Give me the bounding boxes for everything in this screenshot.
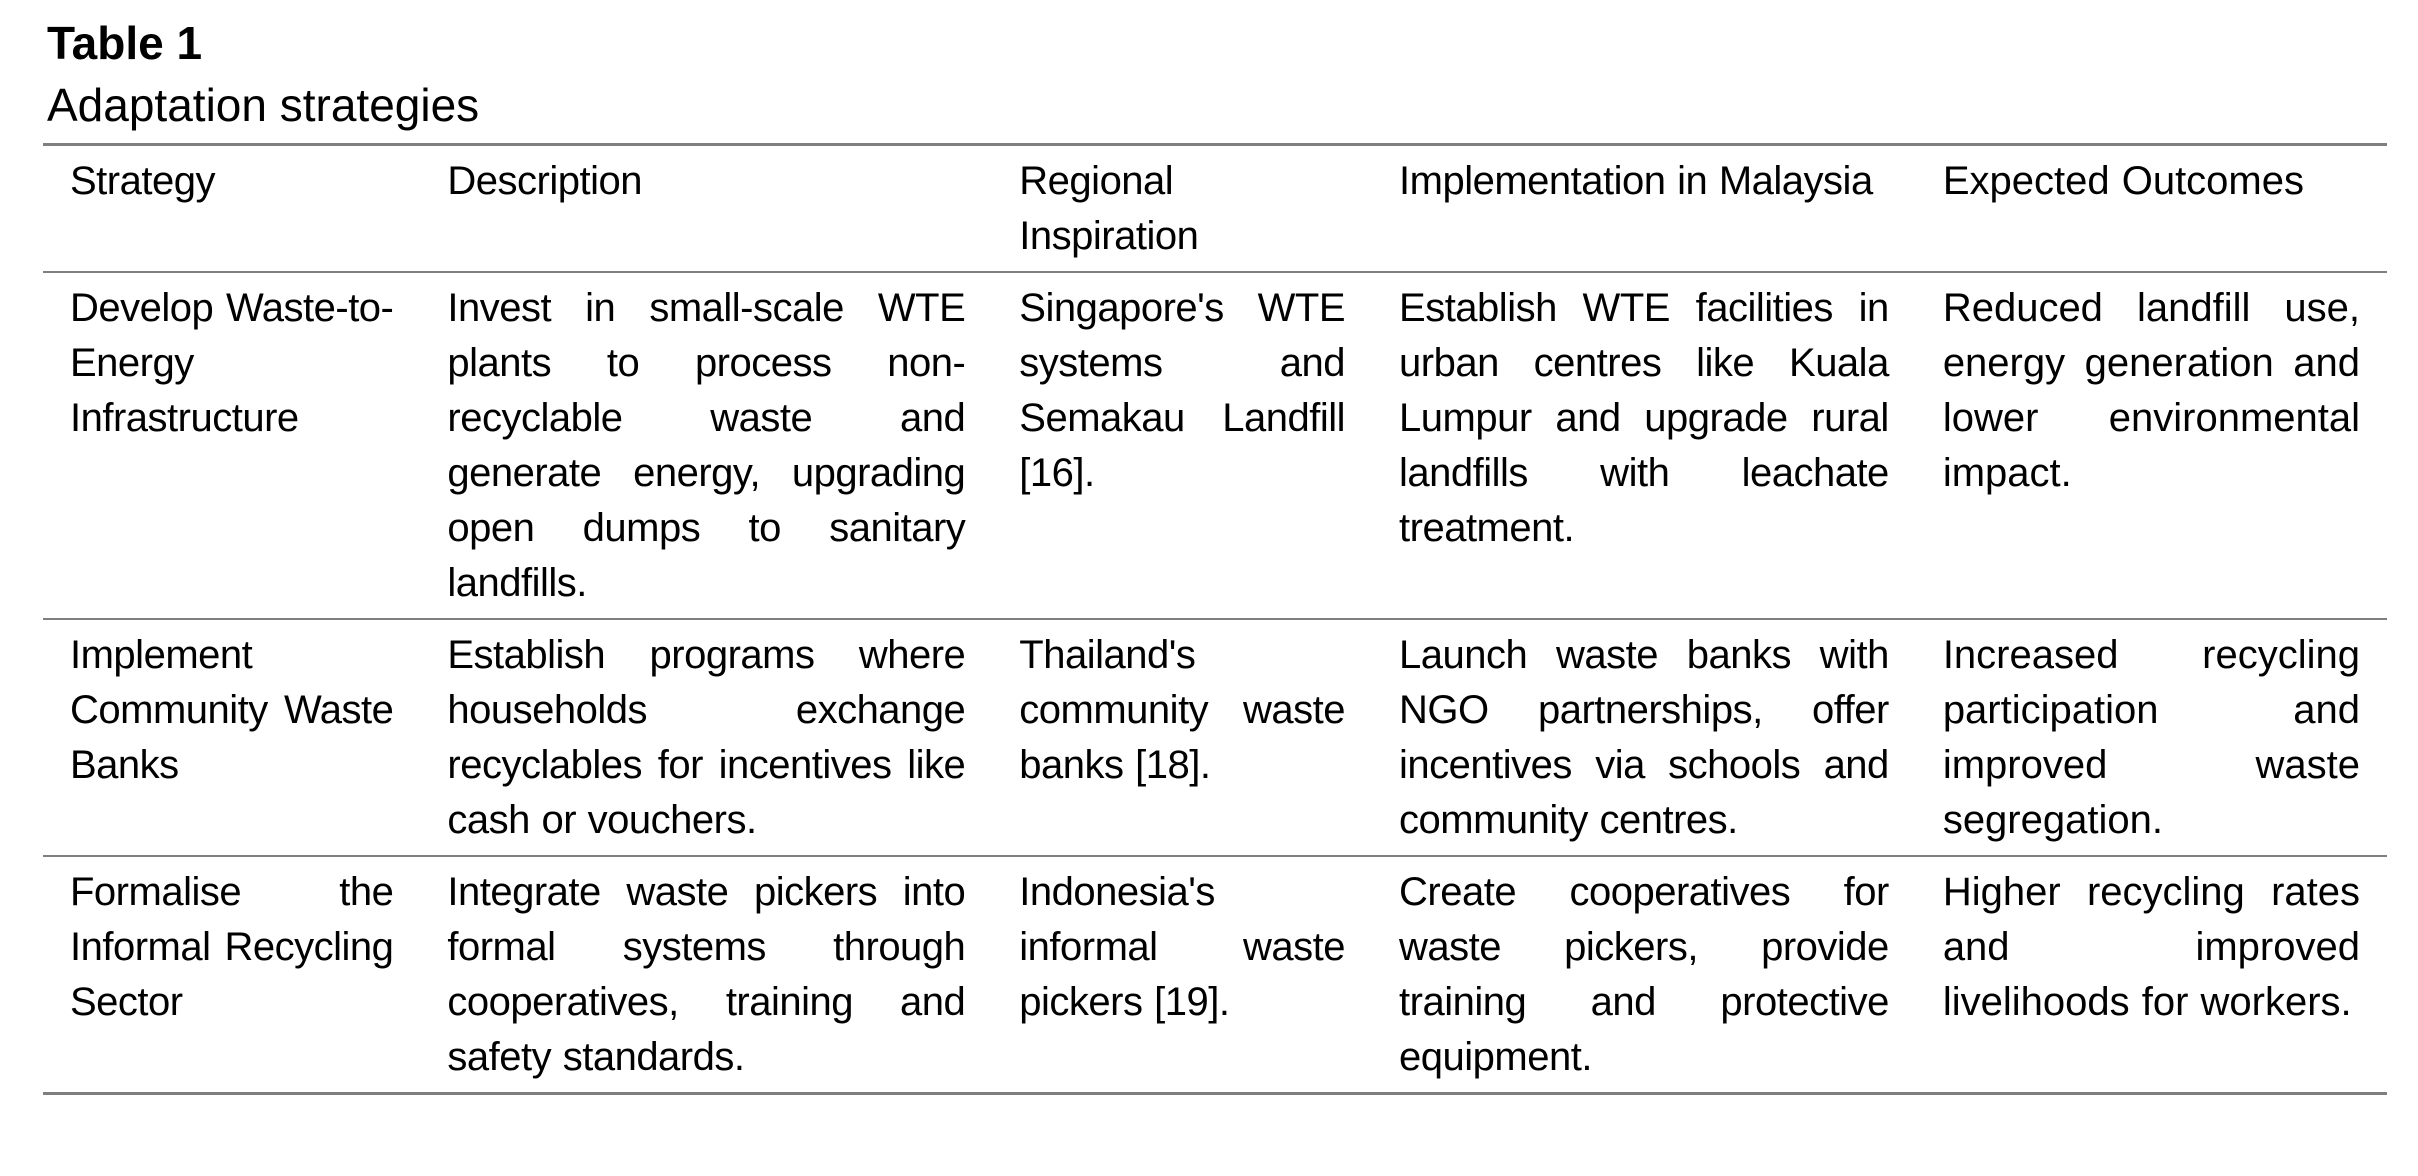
table-cell: Reduced landfill use, energy generation and lower environmental impact. (1942, 286, 2360, 495)
table-cell: Increased recycling participation and improved waste segregation. (1942, 633, 2360, 842)
adaptation-strategies-table (43, 143, 2387, 1095)
table-caption-title: Adaptation strategies (47, 79, 480, 131)
column-header: Description (447, 159, 642, 203)
table-row (43, 856, 2387, 1094)
column-header: Implementation in Malaysia (1399, 159, 1873, 203)
header-row (43, 145, 2387, 273)
table-body (43, 272, 2387, 1094)
table-cell: Thailand's community waste banks [18]. (1019, 633, 1346, 787)
table-cell: Launch waste banks with NGO partnerships, offer incentives via schools and community centres. (1399, 633, 1889, 842)
table-cell: Implement Community Waste Banks (70, 633, 394, 787)
table-cell: Establish programs where households exchange recyclables for incentives like cash or vouchers. (447, 633, 966, 842)
column-header: Strategy (70, 159, 215, 203)
table-cell: Develop Waste-to-Energy Infrastructure (70, 286, 394, 440)
table-cell: Higher recycling rates and improved livelihoods for workers. (1942, 870, 2360, 1024)
table-caption (43, 12, 2387, 136)
table-cell: Create cooperatives for waste pickers, provide training and protective equipment. (1399, 870, 1889, 1079)
column-header: Expected Outcomes (1942, 159, 2304, 203)
table-row (43, 272, 2387, 619)
table-cell: Invest in small-scale WTE plants to process non-recyclable waste and generate energy, upgrading open dumps to sanitary landfills. (447, 286, 966, 605)
table-cell: Formalise the Informal Recycling Sector (70, 870, 394, 1024)
table-cell: Singapore's WTE systems and Semakau Landfill [16]. (1019, 286, 1346, 495)
table-row (43, 619, 2387, 856)
table-cell: Indonesia's informal waste pickers [19]. (1019, 870, 1346, 1024)
table-caption-number: Table 1 (47, 17, 203, 69)
column-header: Regional Inspiration (1019, 159, 1199, 258)
table-cell: Establish WTE facilities in urban centres like Kuala Lumpur and upgrade rural landfills with leachate treatment. (1399, 286, 1889, 550)
table-cell: Integrate waste pickers into formal systems through cooperatives, training and safety standards. (447, 870, 966, 1079)
